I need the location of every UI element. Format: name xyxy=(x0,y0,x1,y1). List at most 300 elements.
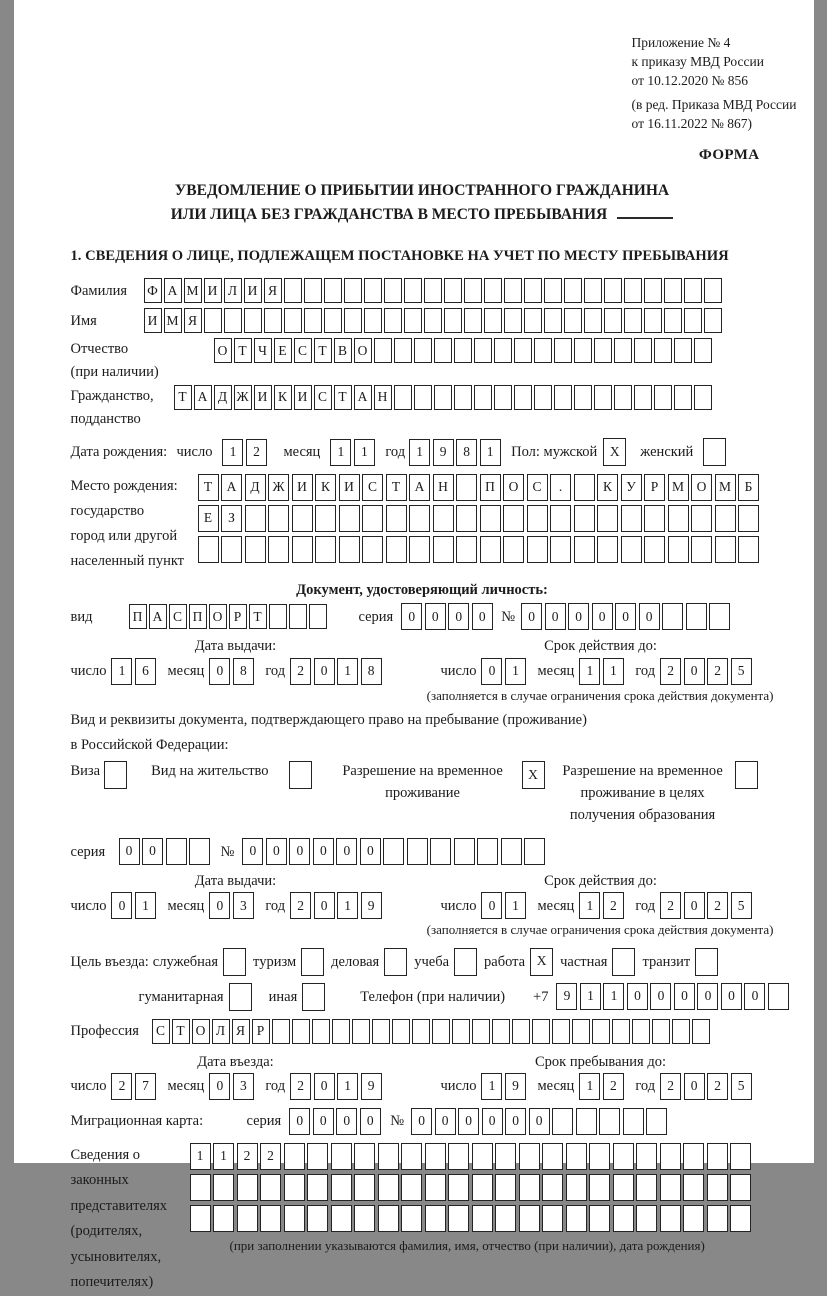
char-cell[interactable]: Е xyxy=(274,338,292,363)
char-cell[interactable] xyxy=(245,536,266,563)
char-cell[interactable] xyxy=(594,385,612,410)
char-cell[interactable] xyxy=(307,1143,328,1170)
char-cell[interactable]: 0 xyxy=(521,603,542,630)
char-cell[interactable] xyxy=(694,338,712,363)
char-cell[interactable] xyxy=(268,536,289,563)
char-cell[interactable]: О xyxy=(503,474,524,501)
char-cell[interactable] xyxy=(636,1143,657,1170)
char-cell[interactable] xyxy=(409,505,430,532)
char-cell[interactable]: М xyxy=(184,278,202,303)
char-cell[interactable]: 0 xyxy=(314,892,335,919)
char-cell[interactable]: Я xyxy=(232,1019,250,1044)
char-cell[interactable]: 2 xyxy=(246,439,267,466)
char-cell[interactable] xyxy=(362,536,383,563)
char-cell[interactable] xyxy=(624,308,642,333)
char-cell[interactable]: Т xyxy=(314,338,332,363)
char-cell[interactable]: 1 xyxy=(330,439,351,466)
char-cell[interactable] xyxy=(683,1174,704,1201)
char-cell[interactable]: 9 xyxy=(361,1073,382,1100)
char-cell[interactable] xyxy=(730,1174,751,1201)
char-cell[interactable]: 1 xyxy=(603,983,624,1010)
char-cell[interactable] xyxy=(472,1143,493,1170)
char-cell[interactable] xyxy=(331,1143,352,1170)
char-cell[interactable]: 0 xyxy=(401,603,422,630)
char-cell[interactable] xyxy=(229,983,252,1011)
char-cell[interactable] xyxy=(284,1174,305,1201)
char-cell[interactable] xyxy=(404,308,422,333)
char-cell[interactable] xyxy=(384,278,402,303)
char-cell[interactable] xyxy=(269,604,287,629)
char-cell[interactable]: П xyxy=(480,474,501,501)
char-cell[interactable] xyxy=(284,308,302,333)
char-cell[interactable] xyxy=(604,308,622,333)
char-cell[interactable] xyxy=(564,308,582,333)
char-cell[interactable] xyxy=(324,278,342,303)
char-cell[interactable] xyxy=(362,505,383,532)
char-cell[interactable]: И xyxy=(144,308,162,333)
char-cell[interactable]: 9 xyxy=(433,439,454,466)
char-cell[interactable] xyxy=(592,1019,610,1044)
char-cell[interactable] xyxy=(503,536,524,563)
char-cell[interactable] xyxy=(414,338,432,363)
char-cell[interactable]: X xyxy=(603,438,626,466)
char-cell[interactable] xyxy=(312,1019,330,1044)
char-cell[interactable] xyxy=(572,1019,590,1044)
char-cell[interactable] xyxy=(692,1019,710,1044)
char-cell[interactable]: 0 xyxy=(209,892,230,919)
char-cell[interactable] xyxy=(444,308,462,333)
char-cell[interactable]: У xyxy=(621,474,642,501)
char-cell[interactable] xyxy=(304,308,322,333)
char-cell[interactable]: 8 xyxy=(233,658,254,685)
char-cell[interactable] xyxy=(354,1143,375,1170)
char-cell[interactable] xyxy=(430,838,451,865)
char-cell[interactable] xyxy=(260,1205,281,1232)
char-cell[interactable]: 1 xyxy=(135,892,156,919)
char-cell[interactable]: 0 xyxy=(448,603,469,630)
char-cell[interactable] xyxy=(454,838,475,865)
char-cell[interactable] xyxy=(477,838,498,865)
char-cell[interactable] xyxy=(383,838,404,865)
char-cell[interactable]: 2 xyxy=(111,1073,132,1100)
char-cell[interactable]: 1 xyxy=(505,658,526,685)
char-cell[interactable] xyxy=(664,278,682,303)
char-cell[interactable] xyxy=(354,1174,375,1201)
char-cell[interactable]: 0 xyxy=(313,1108,334,1135)
char-cell[interactable] xyxy=(494,385,512,410)
char-cell[interactable] xyxy=(730,1143,751,1170)
char-cell[interactable]: Л xyxy=(224,278,242,303)
char-cell[interactable] xyxy=(695,948,718,976)
char-cell[interactable] xyxy=(464,308,482,333)
char-cell[interactable]: 0 xyxy=(481,892,502,919)
char-cell[interactable] xyxy=(612,1019,630,1044)
char-cell[interactable] xyxy=(407,838,428,865)
char-cell[interactable]: Т xyxy=(249,604,267,629)
char-cell[interactable]: Е xyxy=(198,505,219,532)
char-cell[interactable] xyxy=(264,308,282,333)
char-cell[interactable] xyxy=(378,1174,399,1201)
char-cell[interactable]: Ж xyxy=(234,385,252,410)
char-cell[interactable]: К xyxy=(315,474,336,501)
char-cell[interactable]: Я xyxy=(184,308,202,333)
char-cell[interactable] xyxy=(454,385,472,410)
char-cell[interactable]: Ж xyxy=(268,474,289,501)
char-cell[interactable]: 0 xyxy=(639,603,660,630)
char-cell[interactable]: 0 xyxy=(615,603,636,630)
char-cell[interactable] xyxy=(454,948,477,976)
char-cell[interactable] xyxy=(292,1019,310,1044)
char-cell[interactable]: П xyxy=(129,604,147,629)
char-cell[interactable]: С xyxy=(314,385,332,410)
char-cell[interactable] xyxy=(245,505,266,532)
char-cell[interactable] xyxy=(472,1174,493,1201)
char-cell[interactable]: А xyxy=(354,385,372,410)
char-cell[interactable]: 0 xyxy=(568,603,589,630)
char-cell[interactable]: Т xyxy=(174,385,192,410)
char-cell[interactable] xyxy=(412,1019,430,1044)
char-cell[interactable] xyxy=(566,1205,587,1232)
char-cell[interactable] xyxy=(425,1143,446,1170)
char-cell[interactable]: 0 xyxy=(209,1073,230,1100)
char-cell[interactable]: 0 xyxy=(314,1073,335,1100)
char-cell[interactable]: 0 xyxy=(289,838,310,865)
char-cell[interactable]: 1 xyxy=(579,1073,600,1100)
char-cell[interactable] xyxy=(289,761,312,789)
char-cell[interactable]: А xyxy=(149,604,167,629)
char-cell[interactable]: А xyxy=(221,474,242,501)
char-cell[interactable] xyxy=(223,948,246,976)
char-cell[interactable]: 0 xyxy=(119,838,140,865)
char-cell[interactable] xyxy=(660,1205,681,1232)
char-cell[interactable] xyxy=(401,1143,422,1170)
char-cell[interactable]: М xyxy=(668,474,689,501)
char-cell[interactable]: С xyxy=(527,474,548,501)
char-cell[interactable]: 0 xyxy=(142,838,163,865)
char-cell[interactable] xyxy=(614,338,632,363)
char-cell[interactable] xyxy=(668,536,689,563)
char-cell[interactable] xyxy=(307,1174,328,1201)
char-cell[interactable]: Р xyxy=(252,1019,270,1044)
char-cell[interactable] xyxy=(644,505,665,532)
char-cell[interactable] xyxy=(378,1143,399,1170)
char-cell[interactable]: Т xyxy=(234,338,252,363)
char-cell[interactable] xyxy=(660,1174,681,1201)
char-cell[interactable] xyxy=(554,338,572,363)
char-cell[interactable] xyxy=(372,1019,390,1044)
char-cell[interactable] xyxy=(686,603,707,630)
char-cell[interactable] xyxy=(307,1205,328,1232)
char-cell[interactable] xyxy=(484,278,502,303)
char-cell[interactable] xyxy=(339,536,360,563)
char-cell[interactable] xyxy=(564,278,582,303)
char-cell[interactable] xyxy=(464,278,482,303)
char-cell[interactable] xyxy=(514,338,532,363)
char-cell[interactable] xyxy=(166,838,187,865)
char-cell[interactable]: 1 xyxy=(190,1143,211,1170)
char-cell[interactable] xyxy=(492,1019,510,1044)
char-cell[interactable]: К xyxy=(597,474,618,501)
char-cell[interactable] xyxy=(309,604,327,629)
char-cell[interactable] xyxy=(636,1205,657,1232)
char-cell[interactable]: Д xyxy=(214,385,232,410)
char-cell[interactable]: И xyxy=(292,474,313,501)
char-cell[interactable]: 0 xyxy=(411,1108,432,1135)
char-cell[interactable] xyxy=(519,1174,540,1201)
char-cell[interactable]: Ф xyxy=(144,278,162,303)
char-cell[interactable] xyxy=(190,1174,211,1201)
char-cell[interactable] xyxy=(474,338,492,363)
char-cell[interactable] xyxy=(414,385,432,410)
char-cell[interactable]: 9 xyxy=(556,983,577,1010)
char-cell[interactable]: 1 xyxy=(481,1073,502,1100)
char-cell[interactable]: 1 xyxy=(603,658,624,685)
char-cell[interactable]: 1 xyxy=(354,439,375,466)
char-cell[interactable] xyxy=(735,761,758,789)
char-cell[interactable] xyxy=(576,1108,597,1135)
char-cell[interactable] xyxy=(624,278,642,303)
char-cell[interactable] xyxy=(315,505,336,532)
char-cell[interactable] xyxy=(284,1143,305,1170)
char-cell[interactable] xyxy=(456,474,477,501)
char-cell[interactable]: 1 xyxy=(337,1073,358,1100)
char-cell[interactable] xyxy=(550,505,571,532)
char-cell[interactable] xyxy=(448,1174,469,1201)
char-cell[interactable]: О xyxy=(192,1019,210,1044)
char-cell[interactable] xyxy=(304,278,322,303)
char-cell[interactable] xyxy=(621,536,642,563)
char-cell[interactable] xyxy=(532,1019,550,1044)
char-cell[interactable] xyxy=(612,948,635,976)
char-cell[interactable]: 0 xyxy=(627,983,648,1010)
char-cell[interactable] xyxy=(432,1019,450,1044)
char-cell[interactable] xyxy=(224,308,242,333)
char-cell[interactable]: 2 xyxy=(290,892,311,919)
char-cell[interactable]: 0 xyxy=(674,983,695,1010)
char-cell[interactable] xyxy=(384,948,407,976)
char-cell[interactable] xyxy=(552,1019,570,1044)
char-cell[interactable] xyxy=(738,536,759,563)
char-cell[interactable] xyxy=(331,1174,352,1201)
char-cell[interactable] xyxy=(425,1205,446,1232)
char-cell[interactable]: Д xyxy=(245,474,266,501)
char-cell[interactable]: 1 xyxy=(580,983,601,1010)
char-cell[interactable] xyxy=(542,1205,563,1232)
char-cell[interactable] xyxy=(574,536,595,563)
char-cell[interactable] xyxy=(644,536,665,563)
char-cell[interactable]: 1 xyxy=(213,1143,234,1170)
char-cell[interactable]: 0 xyxy=(684,1073,705,1100)
char-cell[interactable] xyxy=(456,536,477,563)
char-cell[interactable]: Р xyxy=(229,604,247,629)
char-cell[interactable]: 0 xyxy=(111,892,132,919)
char-cell[interactable]: 2 xyxy=(707,1073,728,1100)
char-cell[interactable] xyxy=(594,338,612,363)
char-cell[interactable]: Н xyxy=(433,474,454,501)
char-cell[interactable] xyxy=(715,505,736,532)
char-cell[interactable] xyxy=(584,278,602,303)
char-cell[interactable]: 2 xyxy=(660,658,681,685)
char-cell[interactable] xyxy=(554,385,572,410)
char-cell[interactable] xyxy=(433,536,454,563)
char-cell[interactable]: С xyxy=(169,604,187,629)
char-cell[interactable] xyxy=(614,385,632,410)
char-cell[interactable] xyxy=(244,308,262,333)
char-cell[interactable]: 0 xyxy=(545,603,566,630)
char-cell[interactable] xyxy=(542,1174,563,1201)
char-cell[interactable] xyxy=(621,505,642,532)
char-cell[interactable] xyxy=(684,278,702,303)
char-cell[interactable]: Б xyxy=(738,474,759,501)
char-cell[interactable] xyxy=(190,1205,211,1232)
char-cell[interactable] xyxy=(480,505,501,532)
char-cell[interactable] xyxy=(454,338,472,363)
char-cell[interactable] xyxy=(198,536,219,563)
char-cell[interactable]: 2 xyxy=(603,1073,624,1100)
char-cell[interactable] xyxy=(392,1019,410,1044)
char-cell[interactable]: 8 xyxy=(361,658,382,685)
char-cell[interactable] xyxy=(292,536,313,563)
char-cell[interactable]: И xyxy=(254,385,272,410)
char-cell[interactable]: 0 xyxy=(289,1108,310,1135)
char-cell[interactable] xyxy=(668,505,689,532)
char-cell[interactable]: 2 xyxy=(260,1143,281,1170)
char-cell[interactable] xyxy=(344,308,362,333)
char-cell[interactable] xyxy=(597,505,618,532)
char-cell[interactable]: 0 xyxy=(336,1108,357,1135)
char-cell[interactable]: 0 xyxy=(425,603,446,630)
char-cell[interactable] xyxy=(425,1174,446,1201)
char-cell[interactable]: 0 xyxy=(458,1108,479,1135)
char-cell[interactable]: X xyxy=(530,948,553,976)
char-cell[interactable]: Н xyxy=(374,385,392,410)
char-cell[interactable] xyxy=(597,536,618,563)
char-cell[interactable] xyxy=(424,308,442,333)
char-cell[interactable] xyxy=(566,1143,587,1170)
char-cell[interactable] xyxy=(674,338,692,363)
char-cell[interactable]: 0 xyxy=(360,838,381,865)
char-cell[interactable] xyxy=(694,385,712,410)
char-cell[interactable] xyxy=(527,505,548,532)
char-cell[interactable]: К xyxy=(274,385,292,410)
char-cell[interactable] xyxy=(272,1019,290,1044)
char-cell[interactable] xyxy=(704,278,722,303)
char-cell[interactable] xyxy=(709,603,730,630)
char-cell[interactable] xyxy=(574,474,595,501)
char-cell[interactable]: 0 xyxy=(336,838,357,865)
char-cell[interactable] xyxy=(339,505,360,532)
char-cell[interactable]: 1 xyxy=(111,658,132,685)
char-cell[interactable]: 0 xyxy=(744,983,765,1010)
char-cell[interactable]: 2 xyxy=(290,1073,311,1100)
char-cell[interactable]: А xyxy=(194,385,212,410)
char-cell[interactable] xyxy=(472,1205,493,1232)
char-cell[interactable]: 0 xyxy=(684,658,705,685)
char-cell[interactable]: X xyxy=(522,761,545,789)
char-cell[interactable] xyxy=(474,385,492,410)
char-cell[interactable] xyxy=(204,308,222,333)
char-cell[interactable] xyxy=(613,1174,634,1201)
char-cell[interactable]: 0 xyxy=(650,983,671,1010)
char-cell[interactable]: 0 xyxy=(314,658,335,685)
char-cell[interactable] xyxy=(448,1205,469,1232)
char-cell[interactable] xyxy=(664,308,682,333)
char-cell[interactable] xyxy=(494,338,512,363)
char-cell[interactable] xyxy=(401,1174,422,1201)
char-cell[interactable] xyxy=(324,308,342,333)
char-cell[interactable]: 1 xyxy=(409,439,430,466)
char-cell[interactable] xyxy=(527,536,548,563)
char-cell[interactable] xyxy=(434,338,452,363)
char-cell[interactable]: 5 xyxy=(731,658,752,685)
char-cell[interactable]: 2 xyxy=(707,892,728,919)
char-cell[interactable] xyxy=(484,308,502,333)
char-cell[interactable]: 0 xyxy=(529,1108,550,1135)
char-cell[interactable] xyxy=(503,505,524,532)
char-cell[interactable] xyxy=(634,385,652,410)
char-cell[interactable] xyxy=(691,536,712,563)
char-cell[interactable]: 0 xyxy=(592,603,613,630)
char-cell[interactable] xyxy=(495,1205,516,1232)
char-cell[interactable] xyxy=(374,338,392,363)
char-cell[interactable] xyxy=(472,1019,490,1044)
char-cell[interactable] xyxy=(707,1143,728,1170)
char-cell[interactable] xyxy=(738,505,759,532)
char-cell[interactable] xyxy=(237,1174,258,1201)
char-cell[interactable] xyxy=(519,1143,540,1170)
char-cell[interactable] xyxy=(644,308,662,333)
char-cell[interactable]: 0 xyxy=(684,892,705,919)
char-cell[interactable] xyxy=(544,278,562,303)
char-cell[interactable]: . xyxy=(550,474,571,501)
char-cell[interactable] xyxy=(534,338,552,363)
char-cell[interactable]: И xyxy=(244,278,262,303)
char-cell[interactable]: 2 xyxy=(603,892,624,919)
char-cell[interactable]: 0 xyxy=(697,983,718,1010)
char-cell[interactable] xyxy=(584,308,602,333)
char-cell[interactable] xyxy=(301,948,324,976)
char-cell[interactable]: 0 xyxy=(472,603,493,630)
char-cell[interactable] xyxy=(672,1019,690,1044)
char-cell[interactable]: 1 xyxy=(579,658,600,685)
char-cell[interactable] xyxy=(632,1019,650,1044)
char-cell[interactable]: 9 xyxy=(361,892,382,919)
char-cell[interactable]: И xyxy=(294,385,312,410)
char-cell[interactable]: 3 xyxy=(233,1073,254,1100)
char-cell[interactable]: 9 xyxy=(505,1073,526,1100)
char-cell[interactable] xyxy=(634,338,652,363)
char-cell[interactable] xyxy=(613,1143,634,1170)
char-cell[interactable]: 8 xyxy=(456,439,477,466)
char-cell[interactable] xyxy=(604,278,622,303)
char-cell[interactable]: О xyxy=(691,474,712,501)
char-cell[interactable] xyxy=(289,604,307,629)
char-cell[interactable] xyxy=(534,385,552,410)
char-cell[interactable]: Т xyxy=(198,474,219,501)
char-cell[interactable] xyxy=(524,838,545,865)
char-cell[interactable]: 0 xyxy=(482,1108,503,1135)
char-cell[interactable] xyxy=(268,505,289,532)
char-cell[interactable]: Ч xyxy=(254,338,272,363)
char-cell[interactable] xyxy=(707,1205,728,1232)
char-cell[interactable]: 2 xyxy=(660,892,681,919)
char-cell[interactable]: Р xyxy=(644,474,665,501)
char-cell[interactable] xyxy=(237,1205,258,1232)
char-cell[interactable]: 0 xyxy=(721,983,742,1010)
char-cell[interactable] xyxy=(715,536,736,563)
char-cell[interactable] xyxy=(221,536,242,563)
char-cell[interactable]: 1 xyxy=(337,892,358,919)
